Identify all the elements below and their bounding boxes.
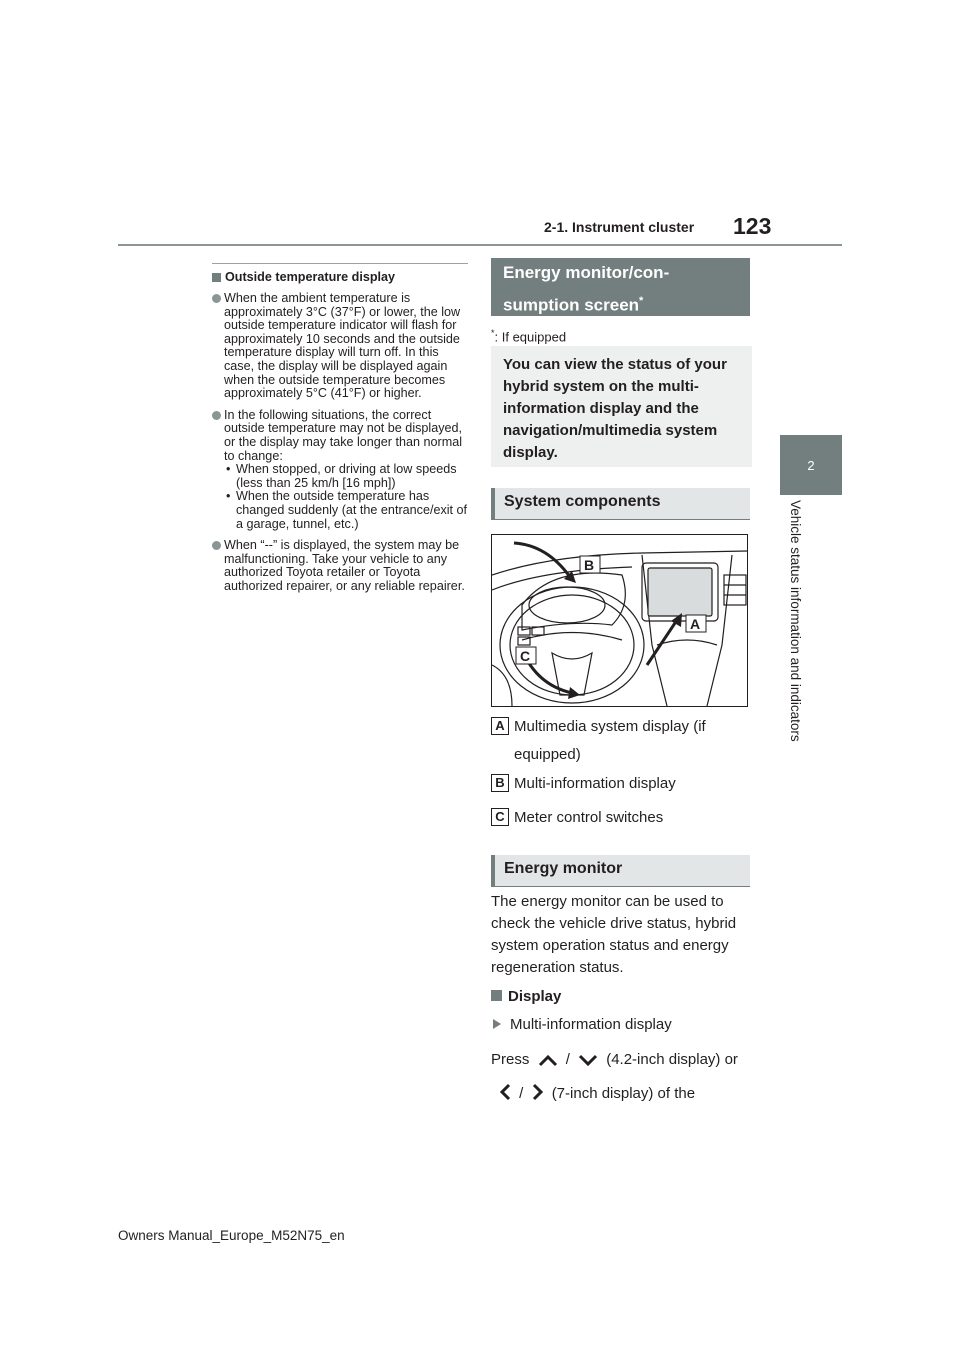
dashboard-illustration [491, 534, 748, 707]
heading-line-1: Energy monitor/con- [503, 263, 670, 282]
slash: / [519, 1085, 524, 1102]
outside-temp-subheading [212, 270, 468, 284]
subheading-rule [212, 263, 468, 264]
left-column [212, 263, 468, 593]
square-marker-icon [491, 990, 502, 1001]
page-number: 123 [733, 213, 772, 239]
mid-item-text: Multi-information display [510, 1016, 672, 1033]
chapter-tab [780, 435, 842, 495]
footnote [491, 328, 566, 344]
chevron-right-icon [532, 1083, 544, 1101]
display-subheading [491, 986, 753, 1008]
display-subheading-text: Display [508, 988, 562, 1005]
chevron-left-icon [499, 1083, 511, 1101]
figure-label-c: C [520, 648, 531, 664]
sub-item: • When the outside temperature has changed suddenly (at the entrance/exit of a garage, tunnel, etc.) [224, 490, 468, 531]
energy-monitor-paragraph: The energy monitor can be used to check the vehicle drive status, hybrid system operation status and energy regeneration status. [491, 893, 737, 976]
legend-text: Meter control switches [514, 809, 664, 826]
slash: / [565, 1051, 570, 1068]
legend-letter: A [491, 717, 509, 735]
legend-letter: B [491, 774, 509, 792]
bullet-dot-icon [212, 411, 221, 420]
press-line-1 [491, 1049, 753, 1071]
press-line-2-text: (7-inch display) of the [551, 1085, 696, 1102]
triangle-marker-icon [493, 1019, 501, 1029]
chapter-title: Vehicle status information and indicators [788, 500, 803, 742]
footer: Owners Manual_Europe_M52N75_en [118, 1228, 345, 1243]
bullet-dot-icon [212, 541, 221, 550]
figure-label-b: B [584, 557, 595, 573]
intro-box: You can view the status of your hybrid system on the multi-information display and the navigation/multimedia system display. [491, 346, 752, 467]
heading-line-2-text: sumption screen [503, 295, 640, 315]
chevron-up-icon [538, 1053, 558, 1067]
bullet-text: In the following situations, the correct outside temperature may not be displayed, or the display may take longer than normal to change: [224, 407, 463, 463]
system-components-heading: System components [491, 488, 750, 520]
subheading-text: Outside temperature display [225, 270, 396, 284]
legend-item-b [491, 773, 676, 795]
bullet-item [212, 292, 468, 401]
chevron-down-icon [578, 1053, 598, 1067]
heading-line-2 [503, 287, 750, 320]
dashboard-svg [492, 535, 747, 706]
bullet-text: When “--” is displayed, the system may be malfunctioning. Take your vehicle to any authorized Toyota retailer or Toyota authorized repairer, or any reliable repairer. [224, 538, 465, 593]
legend-letter: C [491, 808, 509, 826]
legend-text: Multi-information display [514, 775, 676, 792]
energy-monitor-heading: Energy monitor [491, 855, 750, 887]
header-rule [118, 244, 842, 246]
bullet-item [212, 539, 468, 593]
bullet-text: When the ambient temperature is approximately 3°C (37°F) or lower, the low outside temperature indicator will flash for approximately 10 seconds and the outside temperature display will turn off. In this case, the display will be displayed again when the outside temperature becomes approximately 5°C (41°F) or higher. [224, 291, 461, 401]
legend-item-a [491, 716, 706, 766]
press-suffix: (4.2-inch display) or [606, 1051, 738, 1068]
footnote-text: : If equipped [494, 329, 567, 345]
legend-text-cont: equipped) [514, 746, 581, 763]
mid-item [491, 1014, 753, 1036]
press-prefix: Press [491, 1051, 530, 1068]
legend-item-c [491, 807, 663, 829]
sub-item: • When stopped, or driving at low speeds (less than 25 km/h [16 mph]) [224, 463, 468, 490]
energy-monitor-consumption-heading [491, 258, 750, 316]
bullet-dot-icon [212, 294, 221, 303]
legend-text: Multimedia system display (if [514, 718, 706, 735]
section-title: 2-1. Instrument cluster [544, 219, 695, 235]
asterisk: * [639, 295, 644, 307]
chapter-number: 2 [807, 457, 815, 473]
figure-label-a: A [690, 616, 701, 632]
footnote-mark: * [491, 328, 495, 338]
square-marker-icon [212, 273, 221, 282]
press-line-2 [491, 1083, 757, 1105]
chapter-title-vertical [780, 500, 842, 790]
bullet-item [212, 409, 468, 531]
